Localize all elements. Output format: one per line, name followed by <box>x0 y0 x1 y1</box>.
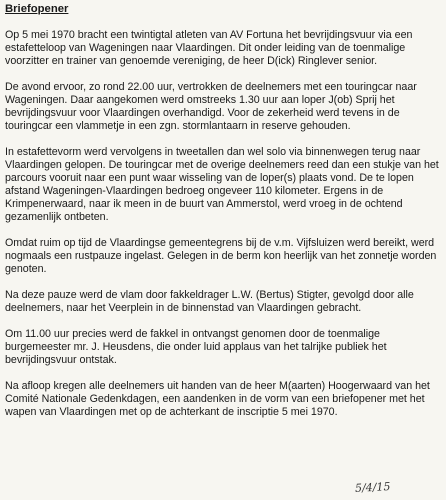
paragraph-4: Omdat ruim op tijd de Vlaardingse gemeentegrens bij de v.m. Vijfsluizen werd bereikt, werd nogmaals een rustpauze ingelast. Gelegen in de berm kon heerlijk van het zonnetje worden genoten. <box>5 237 437 275</box>
paragraph-3: In estafettevorm werd vervolgens in tweetallen dan wel solo via binnenwegen terug naar Vlaardingen gelopen. De touringcar met de overige deelnemers reed dan een stukje van het parcours vooruit naar een punt waar wisseling van de loper(s) plaats vond. De te lopen afstand Wageningen-Vlaardingen bedroeg ongeveer 110 kilometer. Ergens in de Krimpenerwaard, naar ik meen in de buurt van Ammerstol, werd vroeg in de ochtend gezamenlijk ontbeten. <box>5 146 439 223</box>
paragraph-6: Om 11.00 uur precies werd de fakkel in ontvangst genomen door de toenmalige burgemeester mr. J. Heusdens, die onder luid applaus van het talrijke publiek het bevrijdingsvuur ontstak. <box>5 328 387 366</box>
paragraph-5: Na deze pauze werd de vlam door fakkeldrager L.W. (Bertus) Stigter, gevolgd door alle deelnemers, naar het Veerplein in de binnenstad van Vlaardingen gebracht. <box>5 289 414 314</box>
paragraph-7: Na afloop kregen alle deelnemers uit handen van de heer M(aarten) Hoogerwaard van het Comité Nationale Gedenkdagen, een aandenken in de vorm van een briefopener met het wapen van Vlaardingen met op de achterkant de inscriptie 5 mei 1970. <box>5 380 430 418</box>
handwritten-note: 5/4/15 <box>354 480 391 495</box>
paragraph-1: Op 5 mei 1970 bracht een twintigtal atleten van AV Fortuna het bevrijdingsvuur via een estafetteloop van Wageningen naar Vlaardingen. Dit onder leiding van de toenmalige voorzitter en trainer van genoemde vereniging, de heer D(ick) Ringlever senior. <box>5 29 413 67</box>
document-title: Briefopener <box>5 3 69 15</box>
paragraph-2: De avond ervoor, zo rond 22.00 uur, vertrokken de deelnemers met een touringcar naar Wageningen. Daar aangekomen werd omstreeks 1.30 uur aan loper J(ob) Sprij het bevrijdingsvuur voor Vlaardingen overhandigd. Voor de zekerheid werd tevens in de touringcar een vlammetje in een zgn. stormlantaarn in reserve gehouden. <box>5 81 417 132</box>
